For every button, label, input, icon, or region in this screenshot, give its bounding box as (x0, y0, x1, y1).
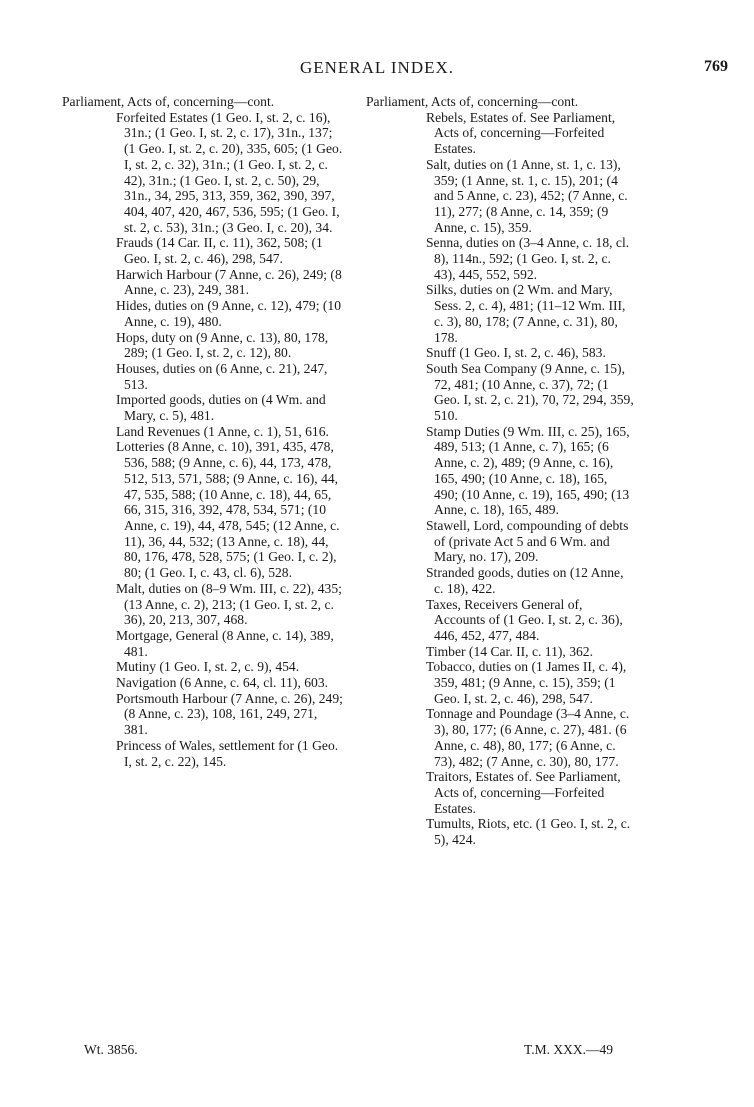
index-entry: Mutiny (1 Geo. I, st. 2, c. 9), 454. (116, 659, 300, 675)
index-entry: Malt, duties on (8–9 Wm. III, c. 22), 435; (13 Anne, c. 2), 213; (1 Geo. I, st. 2, c. 36), 20, 213, 307, 468. (116, 580, 342, 628)
index-entry: Snuff (1 Geo. I, st. 2, c. 46), 583. (426, 345, 606, 361)
index-entry: Navigation (6 Anne, c. 64, cl. 11), 603. (116, 675, 329, 691)
index-entry: Frauds (14 Car. II, c. 11), 362, 508; (1 Geo. I, st. 2, c. 46), 298, 547. (116, 235, 323, 267)
index-entry: Stranded goods, duties on (12 Anne, c. 18), 422. (426, 565, 624, 596)
index-entry: Houses, duties on (6 Anne, c. 21), 247, 513. (116, 360, 328, 392)
index-entry: Silks, duties on (2 Wm. and Mary, Sess. 2, c. 4), 481; (11–12 Wm. III, c. 3), 80, 178; (7 Anne, c. 31), 80, 178. (426, 282, 626, 345)
index-entry: Tobacco, duties on (1 James II, c. 4), 359, 481; (9 Anne, c. 15), 359; (1 Geo. I, st. 2, c. 46), 298, 547. (426, 659, 627, 706)
index-entry: Harwich Harbour (7 Anne, c. 26), 249; (8 Anne, c. 23), 249, 381. (116, 266, 342, 298)
index-entry: Forfeited Estates (1 Geo. I, st. 2, c. 16), 31n.; (1 Geo. I, st. 2, c. 17), 31n., 137; (1 Geo. I, st. 2, c. 20), 335, 605; (1 Geo. I, st. 2, c. 32), 31n.; (1 Geo. I, st. 2, c. 42), 31n.; (1 Geo. I, st. 2, c. 50), 29, 31n., 34, 295, 313, 359, 362, 390, 397, 404, 407, 420, 467, 536, 595; (1 Geo. I, st. 2, c. 53), 31n.; (3 Geo. I, c. 20), 34. (116, 109, 343, 235)
footer-volume-ref: T.M. XXX.—49 (524, 1042, 613, 1057)
index-entry: Timber (14 Car. II, c. 11), 362. (426, 643, 594, 659)
index-entry: Hides, duties on (9 Anne, c. 12), 479; (10 Anne, c. 19), 480. (116, 298, 342, 329)
index-entry: South Sea Company (9 Anne, c. 15), 72, 481; (10 Anne, c. 37), 72; (1 Geo. I, st. 2, c. 21), 70, 72, 294, 359, 510. (426, 360, 634, 424)
index-entry: Stamp Duties (9 Wm. III, c. 25), 165, 489, 513; (1 Anne, c. 7), 165; (6 Anne, c. 2), 489; (9 Anne, c. 16), 165, 490; (10 Anne, c. 18), 165, 490; (10 Anne, c. 19), 165, 490; (13 Anne, c. 18), 165, 489. (426, 423, 630, 518)
page-header (0, 58, 754, 82)
index-entry: Senna, duties on (3–4 Anne, c. 18, cl. 8), 114n., 592; (1 Geo. I, st. 2, c. 43), 445, 552, 592. (426, 235, 630, 282)
index-entry: Rebels, Estates of. See Parliament, Acts of, concerning—Forfeited Estates. (426, 109, 616, 157)
index-entry: Traitors, Estates of. See Parliament, Acts of, concerning—Forfeited Estates. (426, 769, 621, 816)
index-entry: Mortgage, General (8 Anne, c. 14), 389, 481. (116, 627, 334, 659)
index-heading: Parliament, Acts of, concerning—cont. (366, 94, 579, 109)
index-entry: Taxes, Receivers General of, Accounts of (1 Geo. I, st. 2, c. 36), 446, 452, 477, 484. (426, 596, 623, 643)
index-heading: Parliament, Acts of, concerning—cont. (62, 94, 275, 109)
index-entry: Stawell, Lord, compounding of debts of (private Act 5 and 6 Wm. and Mary, no. 17), 209. (426, 517, 629, 565)
index-column-left (62, 94, 344, 769)
index-entry: Princess of Wales, settlement for (1 Geo. I, st. 2, c. 22), 145. (116, 737, 339, 769)
index-entry: Tumults, Riots, etc. (1 Geo. I, st. 2, c. 5), 424. (426, 816, 631, 848)
index-entry: Imported goods, duties on (4 Wm. and Mary, c. 5), 481. (116, 392, 326, 424)
running-title: GENERAL INDEX. (299, 58, 455, 77)
index-entry: Salt, duties on (1 Anne, st. 1, c. 13), 359; (1 Anne, st. 1, c. 15), 201; (4 and 5 Anne, c. 23), 452; (7 Anne, c. 11), 277; (8 Anne, c. 14, 359; (9 Anne, c. 15), 359. (426, 156, 628, 235)
index-column-right (366, 94, 634, 848)
index-entry: Portsmouth Harbour (7 Anne, c. 26), 249; (8 Anne, c. 23), 108, 161, 249, 271, 381. (116, 690, 343, 738)
index-entry: Tonnage and Poundage (3–4 Anne, c. 3), 80, 177; (6 Anne, c. 27), 481. (6 Anne, c. 48), 80, 177; (6 Anne, c. 73), 482; (7 Anne, c. 30), 80, 177. (426, 706, 630, 769)
footer-print-number: Wt. 3856. (84, 1042, 138, 1057)
index-entry: Lotteries (8 Anne, c. 10), 391, 435, 478, 536, 588; (9 Anne, c. 6), 44, 173, 478, 512, 513, 571, 588; (9 Anne, c. 16), 44, 47, 535, 588; (10 Anne, c. 18), 44, 65, 66, 315, 316, 392, 478, 534, 571; (10 Anne, c. 19), 44, 478, 545; (12 Anne, c. 11), 36, 44, 532; (13 Anne, c. 18), 44, 80, 176, 478, 528, 575; (1 Geo. I, c. 2), 80; (1 Geo. I, c. 43, cl. 6), 528. (116, 439, 340, 581)
index-entry: Land Revenues (1 Anne, c. 1), 51, 616. (116, 423, 329, 439)
index-entry: Hops, duty on (9 Anne, c. 13), 80, 178, 289; (1 Geo. I, st. 2, c. 12), 80. (116, 329, 329, 361)
page-number: 769 (704, 58, 728, 75)
